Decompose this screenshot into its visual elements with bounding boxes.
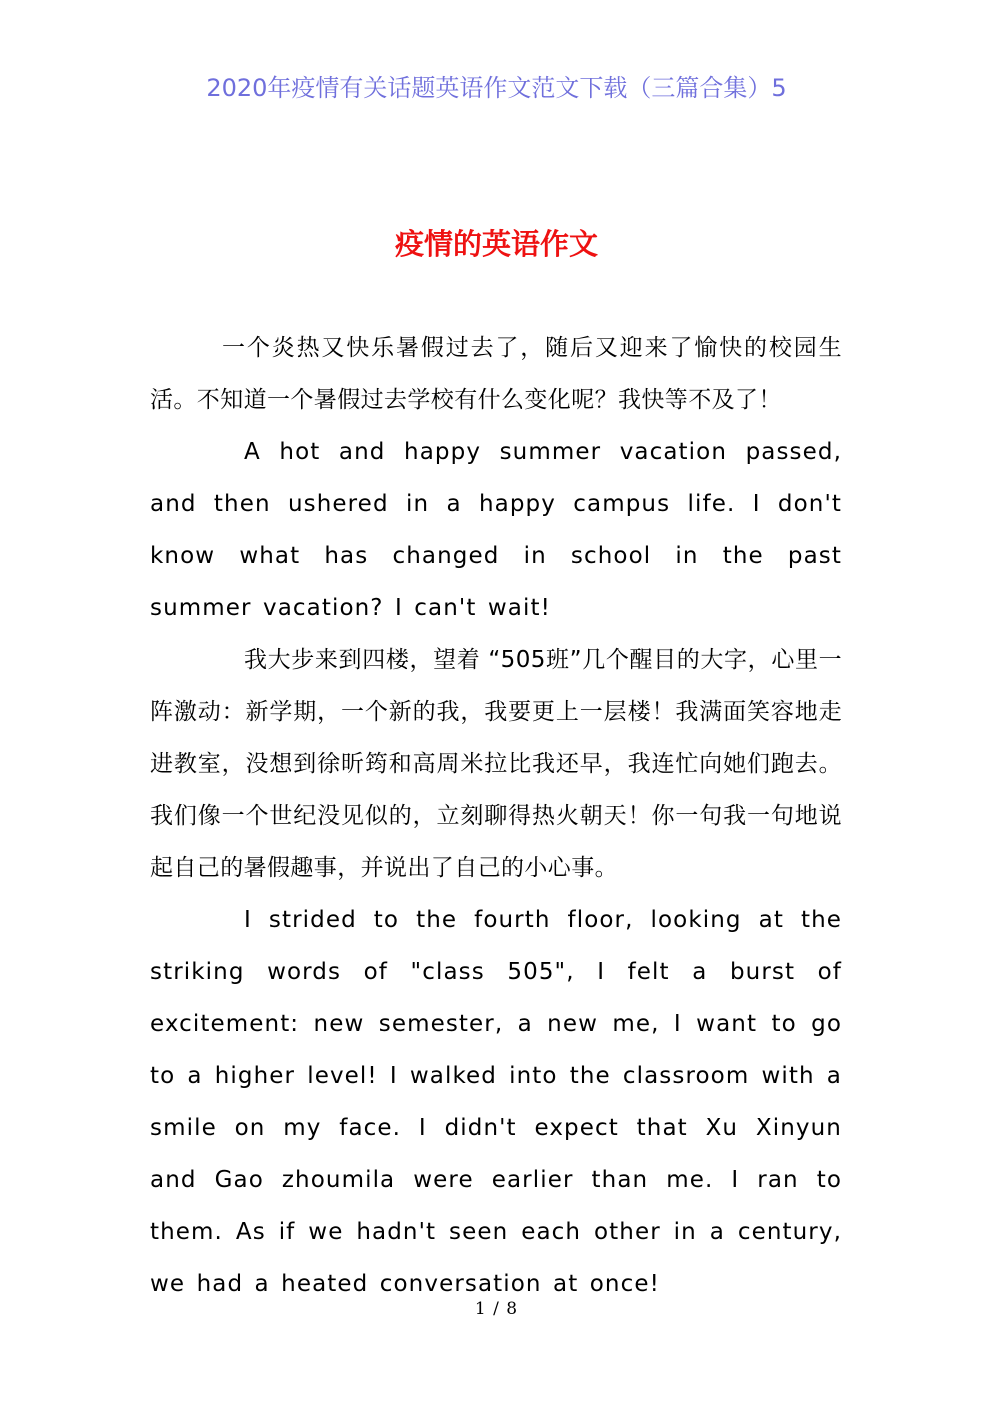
paragraph-english-2: I strided to the fourth floor, looking at the striking words of "class 505", I felt a burst of excitement: new semester, a new me, I want to go to a higher level! I walked into the classroom with a smile on my face. I didn't expect that Xu Xinyun and Gao zhoumila were earlier than me. I ran to them. As if we hadn't seen each other in a century, we had a heated conversation at once!	[150, 907, 842, 1297]
essay-title	[0, 222, 993, 266]
paragraph-chinese-2: 我大步来到四楼，望着 “505班”几个醒目的大字，心里一阵激动：新学期，一个新的我，我要更上一层楼！我满面笑容地走进教室，没想到徐昕筠和高周米拉比我还早，我连忙向她们跑去。我们像一个世纪没见似的，立刻聊得热火朝天！你一句我一句地说起自己的暑假趣事，并说出了自己的小心事。	[150, 647, 842, 881]
header-text: 2020年疫情有关话题英语作文范文下载（三篇合集）5	[206, 74, 787, 102]
essay-body	[150, 322, 842, 1310]
paragraph-chinese-1: 一个炎热又快乐暑假过去了，随后又迎来了愉快的校园生活。不知道一个暑假过去学校有什么变化呢？我快等不及了！	[150, 335, 842, 413]
title-text: 疫情的英语作文	[394, 227, 598, 261]
page-number: 1 / 8	[474, 1299, 519, 1319]
page-footer	[0, 1297, 993, 1321]
paragraph-english-1: A hot and happy summer vacation passed, and then ushered in a happy campus life. I don't know what has changed in school in the past summer vacation? I can't wait!	[150, 439, 842, 621]
document-header	[0, 70, 993, 106]
